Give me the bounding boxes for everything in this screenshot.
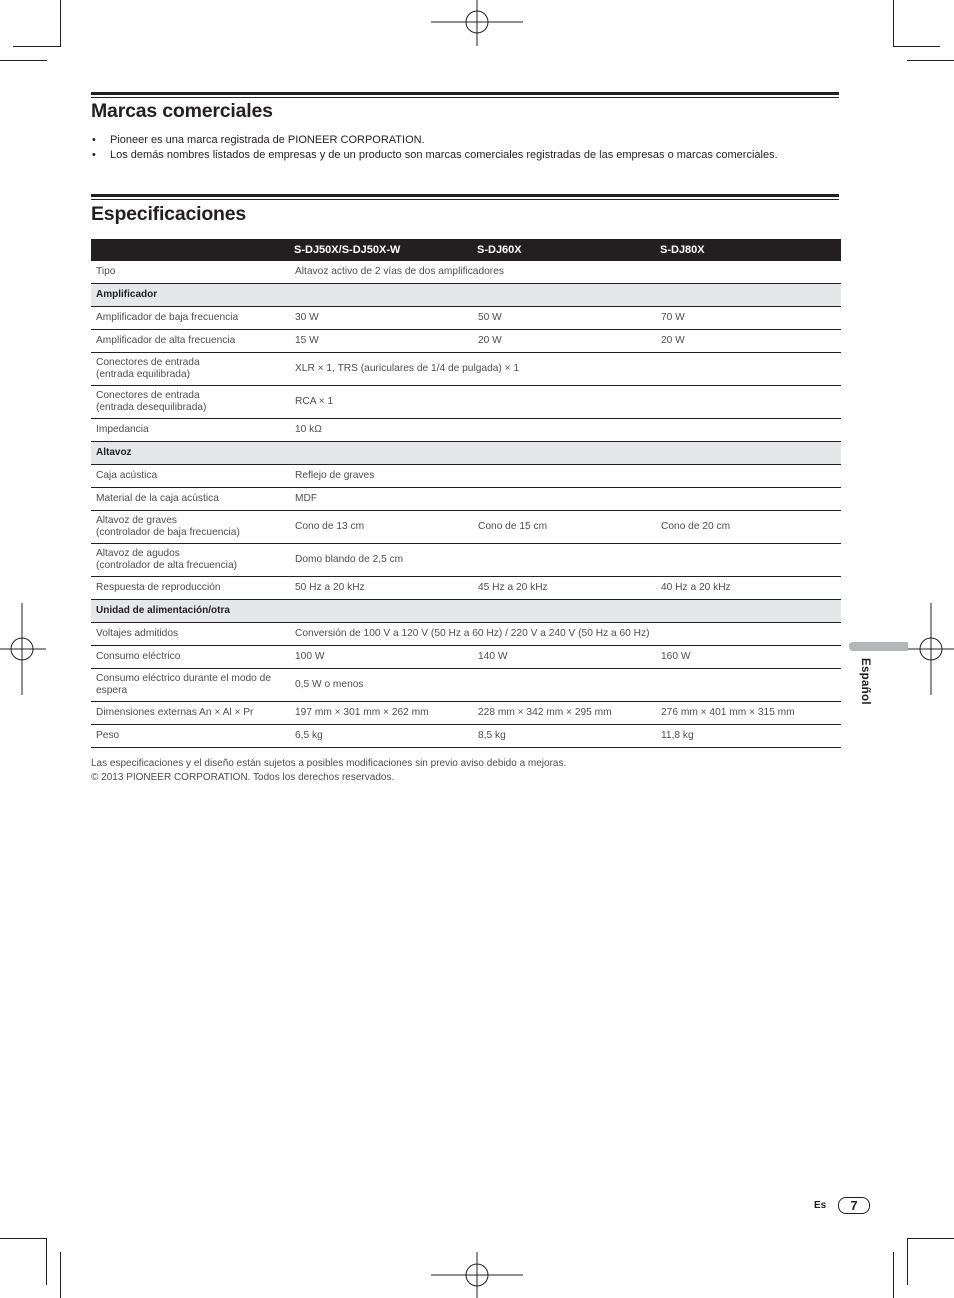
crop-mark — [893, 0, 894, 47]
row-value: Conversión de 100 V a 120 V (50 Hz a 60 Hz) / 220 V a 240 V (50 Hz a 60 Hz) — [290, 623, 841, 646]
crop-mark — [13, 46, 60, 47]
row-value: XLR × 1, TRS (auriculares de 1/4 de pulgada) × 1 — [290, 353, 841, 386]
table-section-row — [91, 600, 841, 623]
table-row — [91, 544, 841, 577]
row-value: Altavoz activo de 2 vías de dos amplificadores — [290, 261, 841, 284]
row-value: 15 W — [290, 330, 473, 353]
note-line: Las especificaciones y el diseño están sujetos a posibles modificaciones sin previo aviso debido a mejoras. — [91, 758, 567, 769]
header-cell: S-DJ50X/S-DJ50X-W — [290, 239, 473, 261]
row-value: Domo blando de 2,5 cm — [290, 544, 841, 577]
table-row — [91, 386, 841, 419]
table-row — [91, 419, 841, 442]
row-label: Voltajes admitidos — [91, 623, 290, 646]
row-label: Altavoz de agudos (controlador de alta frecuencia) — [91, 544, 290, 577]
row-label: Peso — [91, 725, 290, 748]
row-value: 160 W — [656, 646, 841, 669]
header-cell: S-DJ80X — [656, 239, 841, 261]
row-label: Conectores de entrada (entrada equilibrada) — [91, 353, 290, 386]
table-row — [91, 669, 841, 702]
row-value: 50 W — [473, 307, 656, 330]
crop-mark — [60, 1252, 61, 1298]
row-value: Cono de 15 cm — [473, 511, 656, 544]
row-value: 228 mm × 342 mm × 295 mm — [473, 702, 656, 725]
row-value: 6,5 kg — [290, 725, 473, 748]
row-label: Altavoz de graves (controlador de baja frecuencia) — [91, 511, 290, 544]
table-header-row — [91, 239, 841, 261]
list-item: • Los demás nombres listados de empresas y de un producto son marcas comerciales registradas de las empresas o marcas comerciales. — [92, 148, 778, 161]
row-value: Cono de 20 cm — [656, 511, 841, 544]
list-item: • Pioneer es una marca registrada de PIONEER CORPORATION. — [92, 134, 425, 146]
row-value: RCA × 1 — [290, 386, 841, 419]
row-label: Material de la caja acústica — [91, 488, 290, 511]
row-value: 276 mm × 401 mm × 315 mm — [656, 702, 841, 725]
section-label: Unidad de alimentación/otra — [91, 600, 841, 623]
crop-mark — [907, 1238, 954, 1239]
table-row — [91, 488, 841, 511]
row-label: Impedancia — [91, 419, 290, 442]
row-value: MDF — [290, 488, 841, 511]
table-section-row — [91, 442, 841, 465]
section-rule — [91, 199, 839, 200]
crop-mark — [907, 1238, 908, 1285]
section-label: Altavoz — [91, 442, 841, 465]
trademarks-list — [91, 133, 811, 162]
row-value: 140 W — [473, 646, 656, 669]
row-label: Amplificador de alta frecuencia — [91, 330, 290, 353]
header-cell — [91, 239, 290, 261]
page-number: 7 — [838, 1197, 870, 1214]
table-row — [91, 511, 841, 544]
row-value: 50 Hz a 20 kHz — [290, 577, 473, 600]
registration-mark-top — [431, 0, 523, 46]
row-value: Reflejo de graves — [290, 465, 841, 488]
row-value: 100 W — [290, 646, 473, 669]
row-label: Consumo eléctrico durante el modo de espera — [91, 669, 290, 702]
table-section-row — [91, 284, 841, 307]
row-value: 30 W — [290, 307, 473, 330]
row-value: 11,8 kg — [656, 725, 841, 748]
crop-mark — [46, 1238, 47, 1285]
table-row — [91, 330, 841, 353]
section-label: Amplificador — [91, 284, 841, 307]
table-row — [91, 623, 841, 646]
table-row — [91, 702, 841, 725]
row-value: 20 W — [656, 330, 841, 353]
page-language-code: Es — [814, 1200, 827, 1211]
row-label: Conectores de entrada (entrada desequilibrada) — [91, 386, 290, 419]
crop-mark — [894, 46, 940, 47]
table-row — [91, 646, 841, 669]
row-value: 197 mm × 301 mm × 262 mm — [290, 702, 473, 725]
table-row — [91, 353, 841, 386]
specs-heading: Especificaciones — [91, 203, 247, 225]
row-value: 8,5 kg — [473, 725, 656, 748]
crop-mark — [907, 60, 954, 61]
registration-mark-left — [0, 603, 46, 695]
language-tab-label: Español — [859, 658, 871, 705]
section-rule — [91, 194, 839, 197]
section-rule — [91, 92, 839, 95]
row-value: 0,5 W o menos — [290, 669, 841, 702]
table-row — [91, 465, 841, 488]
specs-table — [91, 239, 841, 748]
bullet-icon: • — [92, 134, 96, 146]
row-value: 70 W — [656, 307, 841, 330]
row-value: 45 Hz a 20 kHz — [473, 577, 656, 600]
registration-mark-right — [908, 603, 954, 695]
spec-notes — [91, 757, 566, 785]
crop-mark — [0, 60, 47, 61]
crop-mark — [893, 1252, 894, 1298]
table-row — [91, 577, 841, 600]
row-label: Amplificador de baja frecuencia — [91, 307, 290, 330]
registration-mark-bottom — [431, 1252, 523, 1298]
row-value: 20 W — [473, 330, 656, 353]
trademarks-heading: Marcas comerciales — [91, 100, 273, 122]
row-label: Dimensiones externas An × Al × Pr — [91, 702, 290, 725]
row-label: Respuesta de reproducción — [91, 577, 290, 600]
row-label: Tipo — [91, 261, 290, 284]
row-label: Caja acústica — [91, 465, 290, 488]
language-tab-bar — [849, 642, 908, 651]
table-row — [91, 307, 841, 330]
copyright-line: © 2013 PIONEER CORPORATION. Todos los derechos reservados. — [91, 772, 395, 783]
section-rule — [91, 97, 839, 98]
bullet-icon: • — [92, 148, 96, 161]
row-value: 40 Hz a 20 kHz — [656, 577, 841, 600]
row-label: Consumo eléctrico — [91, 646, 290, 669]
table-row — [91, 261, 841, 284]
header-cell: S-DJ60X — [473, 239, 656, 261]
row-value: Cono de 13 cm — [290, 511, 473, 544]
row-value: 10 kΩ — [290, 419, 841, 442]
crop-mark — [60, 0, 61, 47]
crop-mark — [0, 1238, 47, 1239]
table-row — [91, 725, 841, 748]
